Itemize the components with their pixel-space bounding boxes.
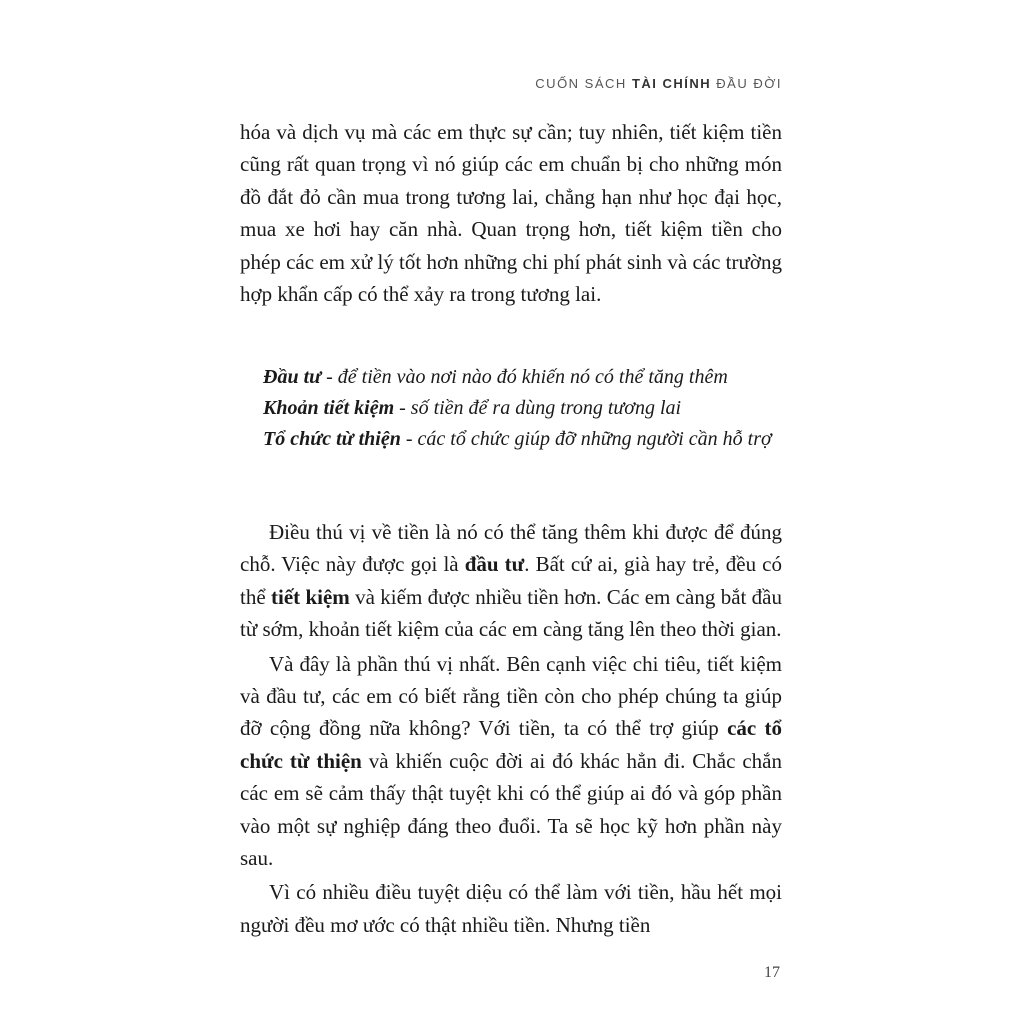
- glossary-entry: [263, 393, 783, 424]
- text-run: và kiếm được nhiều tiền hơn. Các em càng bắt đầu từ sớm, khoản tiết kiệm của các em càng tăng lên theo thời gian.: [240, 584, 783, 642]
- intro-text-block: [240, 116, 782, 312]
- intro-paragraph: hóa và dịch vụ mà các em thực sự cần; tuy nhiên, tiết kiệm tiền cũng rất quan trọng vì nó giúp các em chuẩn bị cho những món đồ đắt đỏ cần mua trong tương lai, chẳng hạn như học đại học, mua xe hơi hay căn nhà. Quan trọng hơn, tiết kiệm tiền cho phép các em xử lý tốt hơn những chi phí phát sinh và các trường hợp khẩn cấp có thể xảy ra trong tương lai.: [240, 120, 782, 307]
- header-part-2: TÀI CHÍNH: [631, 76, 712, 91]
- header-part-1: CUỐN SÁCH: [535, 76, 627, 91]
- bold-term: tiết kiệm: [271, 584, 350, 609]
- glossary-term: Tổ chức từ thiện: [263, 428, 401, 450]
- paragraph-charity: [240, 648, 782, 875]
- bold-term: đầu tư: [464, 552, 525, 577]
- header-part-3: ĐẦU ĐỜI: [716, 76, 782, 91]
- glossary-definition: - để tiền vào nơi nào đó khiến nó có thể tăng thêm: [321, 366, 728, 388]
- glossary-definition: - các tổ chức giúp đỡ những người cần hỗ trợ: [400, 428, 772, 450]
- bold-term: các tổ chức từ thiện: [240, 716, 782, 773]
- glossary-term: Khoản tiết kiệm: [263, 397, 395, 419]
- text-run: Và đây là phần thú vị nhất. Bên cạnh việc chi tiêu, tiết kiệm và đầu tư, các em có biết rằng tiền còn cho phép chúng ta giúp đỡ cộng đồng nữa không? Với tiền, ta có thể trợ giúp: [240, 651, 782, 741]
- glossary-entry: [263, 362, 783, 393]
- paragraph-investing: [240, 516, 782, 646]
- paragraph-dreams: Vì có nhiều điều tuyệt diệu có thể làm với tiền, hầu hết mọi người đều mơ ước có thật nhiều tiền. Nhưng tiền: [240, 880, 782, 937]
- running-header: [535, 76, 782, 91]
- text-run: và khiến cuộc đời ai đó khác hẳn đi. Chắc chắn các em sẽ cảm thấy thật tuyệt khi có thể giúp ai đó và góp phần vào một sự nghiệp đáng theo đuổi. Ta sẽ học kỹ hơn phần này sau.: [240, 748, 782, 871]
- glossary-term: Đầu tư: [263, 366, 322, 388]
- text-run: . Bất cứ ai, già hay trẻ, đều có thể: [240, 552, 782, 609]
- glossary-entry: [263, 424, 783, 455]
- main-text-block: [240, 516, 782, 943]
- glossary-definition: - số tiền để ra dùng trong tương lai: [394, 397, 682, 419]
- page-number: 17: [764, 964, 780, 981]
- glossary-box: [263, 362, 783, 455]
- text-run: Điều thú vị về tiền là nó có thể tăng thêm khi được để đúng chỗ. Việc này được gọi là: [240, 520, 782, 577]
